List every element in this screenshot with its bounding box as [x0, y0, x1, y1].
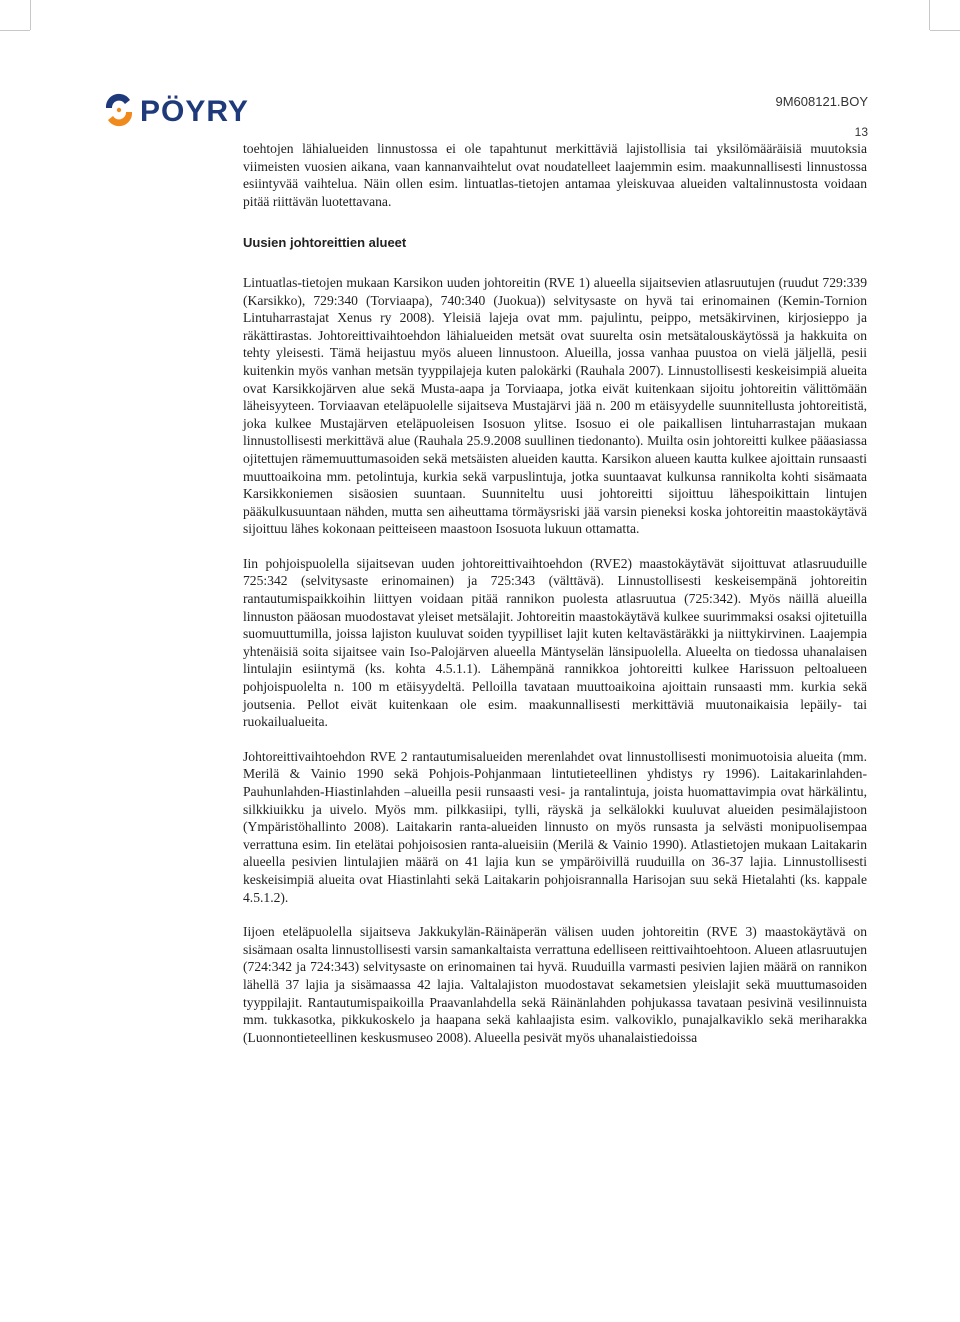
poyry-logo-mark	[106, 94, 132, 126]
document-id: 9M608121.BOY	[775, 94, 868, 109]
crop-mark-top-right-horizontal	[930, 30, 960, 31]
page-number: 13	[854, 125, 868, 139]
body-paragraph-1: Lintuatlas-tietojen mukaan Karsikon uuden johtoreitin (RVE 1) alueella sijaitsevien atlasruutujen (ruudut 729:339 (Karsikko), 729:340 (Torviaapa), 740:340 (Juokua)) selvitysaste on hyvä tai erinomainen (Kemin-Tornion Lintuharrastajat Xenus ry 2008). Yleisiä lajeja ovat mm. pajulintu, peippo, metsäkirvinen, kirjosieppo ja räkättirastas. Johtoreittivaihtoehdon lähialueiden metsät ovat suurelta osin metsätalouskäytössä ja hakkuita on tehty yleisesti. Tämä heijastuu myös alueen linnustoon. Alueilla, jossa vanhaa puustoa on vielä jäljellä, pesii kuitenkin myös vanhan metsän tyyppilajeja kuten palokärki (Rauhala 2007). Linnustollisesti keskeisimpiä alueita ovat Karsikkojärven alue sekä Musta-aapa ja Torviaapa, jotka eivät kuitenkaan sijoitu johtoreitin välittömään läheisyyteen. Torviaavan eteläpuolelle sijaitseva Mustajärvi jää n. 200 m etäisyydelle suunnitellusta johtoreitistä, joka kulkee Mustajärven eteläpuoleisen Isosuon ylitse. Isosuo ei ole paikallisen lintuharrastajan mukaan linnustollisesti merkittävä alue (Rauhala 25.9.2008 suullinen tiedonanto). Muilta osin johtoreitti kulkee pääasiassa ojitettujen rämemuuttumasoiden sekä metsäisten alueiden kautta. Karsikon alueen kautta kulkee ajoittain runsaasti muuttoaikoina mm. petolintuja, kurkia sekä varpuslintuja, jotka suuntaavat kulkunsa rannikolta kohti sisämaata Karsikkoniemen sisäosien suuntaan. Suunniteltu uusi johtoreitti sijoittuu lähespoikittain lintujen pääkulkusuuntaan nähden, mutta sen aiheuttama törmäysriski jää varsin pieneksi koska johtoreitin maastokäytävä sijoittuu lähes kokonaan peitteiseen maastoon Isosuota lukuun ottamatta.	[243, 274, 867, 537]
body-paragraph-2: Iin pohjoispuolella sijaitsevan uuden johtoreittivaihtoehdon (RVE2) maastokäytävät sijoittuvat atlasruuduille 725:342 (selvitysaste erinomainen) ja 725:343 (välttävä). Linnustollisesti keskeisempänä johtoreitin rantautumispaikkoihin liittyen voidaan pitää rannikon puolesta atlasruutua (725:342). Myös näillä alueilla linnuston pääosan muodostavat yleiset metsälajit. Johtoreitin maastokäytävä kulkee suurimmaksi osaksi ojitetuilla suomuuttumilla, joissa lajiston kuuluvat soiden tyypilliset lajit kuten keltavästäräkki ja niittykirvinen. Laajempia yhtenäisiä soita sijaitsee vain Iso-Palojärven alueella Mäntyselän länsipuolella. Alueelta on tiedossa uhanalaisen lintulajin esiintymä (ks. kohta 4.5.1.1). Lähempänä rannikkoa johtoreitti kulkee Harissuon peltoalueen pohjoispuolelta n. 100 m etäisyydeltä. Pelloilla tavataan muuttoaikoina ajoittain runsaasti mm. kurkia sekä joutsenia. Pellot eivät kuitenkaan ole esim. maakunnallisesti merkittäviä muutonaikaisia lepäily- tai ruokailualueita.	[243, 555, 867, 730]
crop-mark-top-left-horizontal	[0, 30, 30, 31]
intro-paragraph: toehtojen lähialueiden linnustossa ei ole tapahtunut merkittäviä lajistollisia tai yksilömääräisiä muutoksia viimeisten vuosien aikana, vaan kannanvaihtelut ovat noudatelleet laajemmin esim. maakunnallisesti linnustossa esiintyvää vaihtelua. Näin ollen esim. lintuatlas-tietojen antamaa yleiskuvaa alueiden valtalinnustosta voidaan pitää riittävän luotettavana.	[243, 141, 867, 209]
body-paragraph-3: Johtoreittivaihtoehdon RVE 2 rantautumisalueiden merenlahdet ovat linnustollisesti monimuotoisia alueita (mm. Merilä & Vainio 1990 sekä Pohjois-Pohjanmaan lintutieteellinen yhdistys ry 1996). Laitakarinlahden-Pauhunlahden-Hiastinlahden –alueilla pesii runsaasti vesi- ja rantalintuja, joista huomattavimpia ovat härkälintu, silkkiuikku ja uivelo. Myös mm. pilkkasiipi, tylli, räyskä ja selkälokki kuuluvat alueiden pesimälajistoon (Ympäristöhallinto 2008). Laitakarin ranta-alueiden linnusto on myös runsasta ja selvästi monipuolisempaa verrattuna esim. Iin etelätai pohjoisosien ranta-alueisiin (Merilä & Vainio 1990). Atlastietojen mukaan Laitakarin alueella pesivien lintulajien määrä on 41 lajia kun se ympäröivillä ruuduilla on 36-37 lajia. Linnustollisesti keskeisimpiä alueita ovat Hiastinlahti sekä Laitakarin pohjoisrannalla Harisojan suu sekä Hietalahti (ks. kappale 4.5.1.2).	[243, 748, 867, 905]
crop-mark-top-right	[929, 0, 930, 30]
document-body	[243, 140, 867, 1046]
poyry-logo-text: PÖYRY	[140, 95, 249, 128]
crop-mark-top-left	[30, 0, 31, 30]
section-heading: Uusien johtoreittien alueet	[243, 235, 407, 251]
poyry-logo	[100, 90, 300, 130]
body-paragraph-4: Iijoen eteläpuolella sijaitseva Jakkukylän-Räinäperän välisen uuden johtoreitin (RVE 3) maastokäytävä on sisämaan osalta linnustollisesti varsin samankaltaista verrattuna edelliseen reittivaihtoehtoon. Alueen atlasruutujen (724:342 ja 724:343) selvitysaste on erinomainen tai hyvä. Ruuduilla varmasti pesivien lajien määrä on rannikon lähellä 37 lajia ja sisämaassa 42 lajia. Valtalajiston muodostavat sekametsien yleislajit sekä muuttumasoiden tyyppilajit. Rantautumispaikoilla Praavanlahdella sekä Räinänlahden pohjukassa tavataan pesivinä vesilinnuista mm. tukkasotka, pikkukoskelo ja haapana sekä kahlaajista esim. valkoviklo, punajalkaviklo sekä meriharakka (Luonnontieteellinen keskusmuseo 2008). Alueella pesivät myös uhanalaistiedoissa	[243, 924, 867, 1045]
